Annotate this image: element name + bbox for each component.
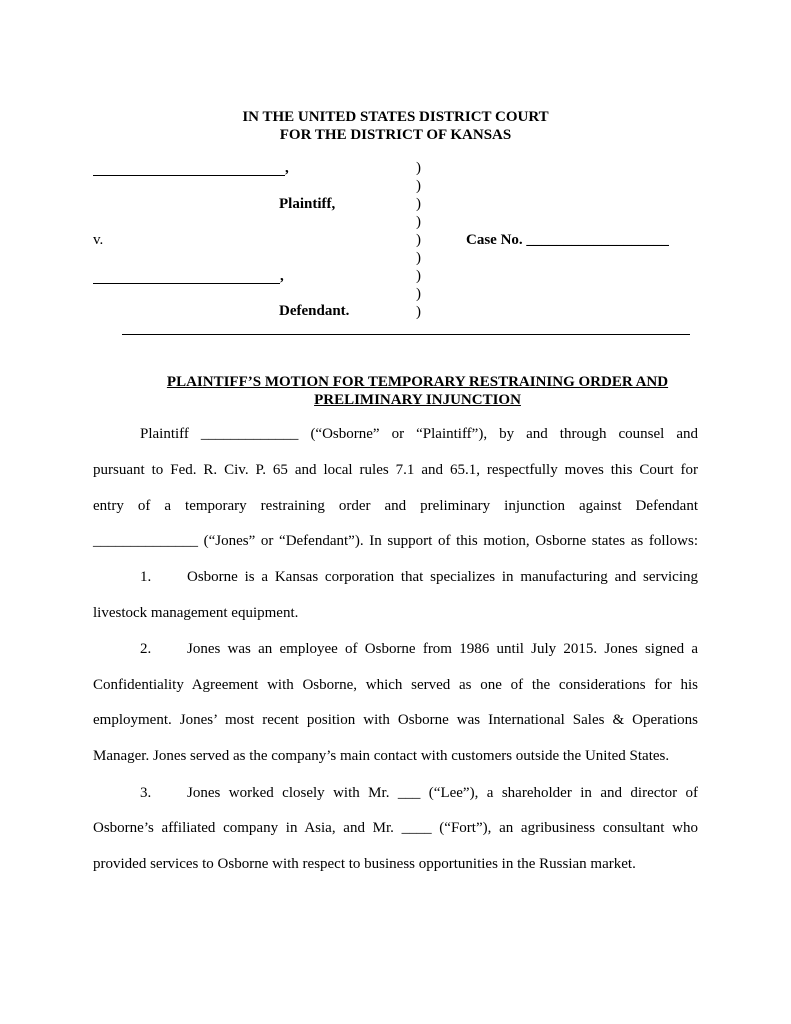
caption-paren: ) — [416, 304, 421, 320]
body-line: Plaintiff _____________ (“Osborne” or “Plaintiff”), by and through counsel and — [140, 426, 698, 442]
caption-paren: ) — [416, 232, 421, 248]
court-name-line2: FOR THE DISTRICT OF KANSAS — [279, 127, 512, 143]
body-line: entry of a temporary restraining order and preliminary injunction against Defendant — [93, 498, 698, 514]
body-line: Osborne is a Kansas corporation that specializes in manufacturing and servicing — [187, 569, 698, 585]
caption-paren: ) — [416, 268, 421, 284]
body-line: ______________ (“Jones” or “Defendant”). In support of this motion, Osborne states as follows: — [93, 533, 698, 549]
plaintiff-name-blank — [93, 175, 285, 176]
defendant-name-blank — [93, 283, 280, 284]
paragraph-number: 3. — [140, 785, 152, 801]
caption-paren: ) — [416, 250, 421, 266]
caption-paren: ) — [416, 286, 421, 302]
body-line: Confidentiality Agreement with Osborne, which served as one of the considerations for his — [93, 677, 698, 693]
body-line: provided services to Osborne with respect to business opportunities in the Russian market. — [93, 856, 636, 872]
court-name-line1: IN THE UNITED STATES DISTRICT COURT — [242, 109, 549, 125]
caption-paren: ) — [416, 160, 421, 176]
paragraph-number: 2. — [140, 641, 152, 657]
body-line: Osborne’s affiliated company in Asia, and Mr. ____ (“Fort”), an agribusiness consultant who — [93, 820, 698, 836]
motion-title-line1: PLAINTIFF’S MOTION FOR TEMPORARY RESTRAINING ORDER AND — [166, 374, 669, 390]
case-number-field: Case No. ___________________ — [466, 232, 669, 248]
body-line: livestock management equipment. — [93, 605, 299, 621]
body-line: Jones was an employee of Osborne from 1986 until July 2015. Jones signed a — [187, 641, 698, 657]
versus-label: v. — [93, 232, 104, 248]
defendant-comma: , — [280, 268, 284, 284]
motion-title-line2: PRELIMINARY INJUNCTION — [314, 392, 521, 408]
body-line: Manager. Jones served as the company’s main contact with customers outside the United States. — [93, 748, 670, 764]
plaintiff-comma: , — [285, 160, 289, 176]
caption-paren: ) — [416, 214, 421, 230]
caption-paren: ) — [416, 178, 421, 194]
plaintiff-label: Plaintiff, — [279, 196, 336, 212]
defendant-label: Defendant. — [279, 303, 350, 319]
caption-paren: ) — [416, 196, 421, 212]
body-line: pursuant to Fed. R. Civ. P. 65 and local rules 7.1 and 65.1, respectfully moves this Court for — [93, 462, 698, 478]
body-line: employment. Jones’ most recent position with Osborne was International Sales & Operations — [93, 712, 698, 728]
body-line: Jones worked closely with Mr. ___ (“Lee”), a shareholder in and director of — [187, 785, 698, 801]
caption-divider — [122, 334, 690, 335]
paragraph-number: 1. — [140, 569, 152, 585]
